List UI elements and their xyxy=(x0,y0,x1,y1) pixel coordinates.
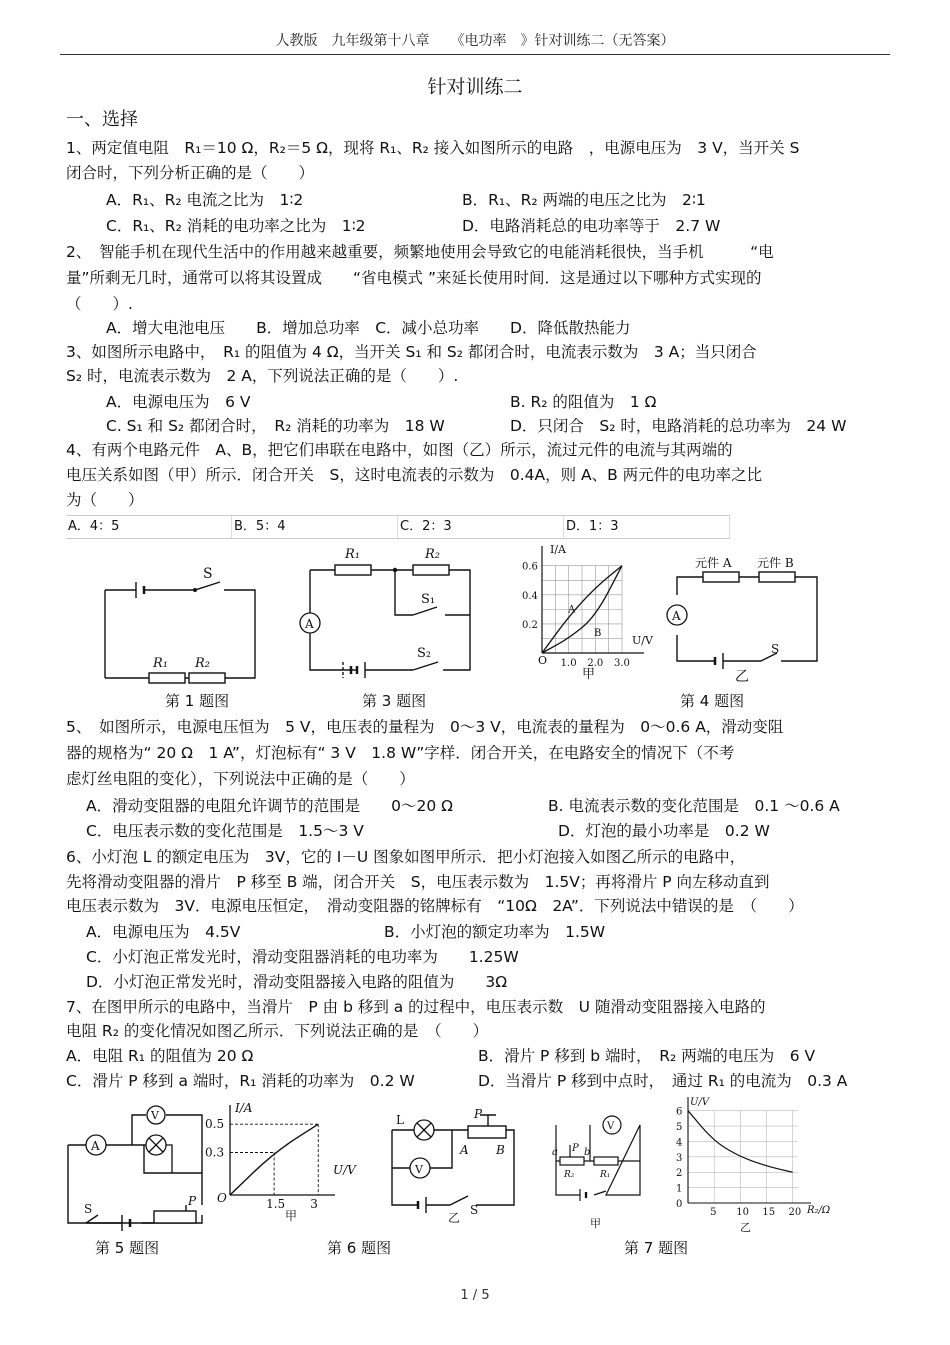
q1-option-a: A．R₁、R₂ 电流之比为 1∶2 xyxy=(106,191,304,209)
fig-yi-label: 乙 xyxy=(735,669,749,685)
figure-q3-circuit xyxy=(295,545,495,685)
figure-q7-u-r2-chart xyxy=(670,1095,840,1235)
caption-fig1: 第 1 题图 xyxy=(165,692,230,710)
caption-fig3: 第 3 题图 xyxy=(362,692,427,710)
r1-label: R₁ xyxy=(153,656,168,671)
caption-fig5: 第 5 题图 xyxy=(95,1239,160,1257)
figure-q5-circuit xyxy=(62,1105,212,1230)
q1-option-b: B．R₁、R₂ 两端的电压之比为 2∶1 xyxy=(462,191,706,209)
y-tick-label: 0.2 xyxy=(522,619,538,631)
q6-option-b: B．小灯泡的额定功率为 1.5W xyxy=(384,923,606,941)
x-tick-label: 1.5 xyxy=(266,1197,286,1211)
q5-option-c: C．电压表示数的变化范围是 1.5～3 V xyxy=(86,822,364,840)
ammeter-label: A xyxy=(91,1139,100,1153)
origin-label: O xyxy=(217,1191,227,1205)
s2-label: S₂ xyxy=(417,646,432,661)
q4-choice-c: C．2：3 xyxy=(398,516,564,538)
ammeter-label: A xyxy=(305,617,314,631)
voltmeter-label: V xyxy=(151,1109,159,1122)
y-axis-label: U/V xyxy=(690,1097,710,1108)
q6-text: 电压表示数为 3V．电源电压恒定， 滑动变阻器的铭牌标有 “10Ω 2A”．下列说法中错误的是 （ ） xyxy=(66,897,804,915)
y-tick-label: 0.6 xyxy=(522,561,538,573)
q1-text: 1、两定值电阻 R₁＝10 Ω，R₂＝5 Ω，现将 R₁、R₂ 接入如图所示的电路 ，电源电压为 3 V，当开关 S xyxy=(66,139,800,157)
x-axis-label: R₂/Ω xyxy=(807,1205,831,1216)
series-label-b: B xyxy=(594,627,602,639)
q5-option-b: B. 电流表示数的变化范围是 0.1 ～0.6 A xyxy=(548,797,840,815)
fig-yi-label: 乙 xyxy=(448,1211,461,1225)
q2-text: 2、 智能手机在现代生活中的作用越来越重要，频繁地使用会导致它的电能消耗很快，当手机 “电 xyxy=(66,243,774,261)
slider-p-label: P xyxy=(572,1143,579,1154)
q4-choice-b: B．5：4 xyxy=(232,516,398,538)
x-tick-label: 10 xyxy=(736,1207,750,1218)
q6-option-a: A．电源电压为 4.5V xyxy=(86,923,241,941)
series-label-a: A xyxy=(568,604,576,616)
r2-label: R₂ xyxy=(564,1170,575,1180)
y-tick-label: 0.3 xyxy=(205,1145,225,1160)
x-tick-label: 2.0 xyxy=(587,658,604,669)
fig-jia-label: 甲 xyxy=(285,1209,298,1223)
slider-p-label: P xyxy=(188,1194,197,1208)
y-tick-label: 4 xyxy=(676,1137,683,1149)
switch-s-label: S xyxy=(771,642,780,656)
y-axis-label: I/A xyxy=(235,1101,253,1115)
q5-text: 器的规格为“ 20 Ω 1 A”，灯泡标有“ 3 V 1.8 W”字样．闭合开关，在电路安全的情况下（不考 xyxy=(66,744,735,762)
q3-text: 3、如图所示电路中， R₁ 的阻值为 4 Ω，当开关 S₁ 和 S₂ 都闭合时，电流表示数为 3 A；当只闭合 xyxy=(66,343,757,361)
figure-q1-circuit xyxy=(100,565,260,685)
q6-option-d: D．小灯泡正常发光时，滑动变阻器接入电路的阻值为 3Ω xyxy=(86,973,508,991)
y-tick-label: 1 xyxy=(676,1183,683,1195)
x-tick-label: 1.0 xyxy=(560,658,577,669)
q3-option-b: B. R₂ 的阻值为 1 Ω xyxy=(510,393,657,411)
q5-option-a: A．滑动变阻器的电阻允许调节的范围是 0～20 Ω xyxy=(86,797,453,815)
q3-option-c: C. S₁ 和 S₂ 都闭合时， R₂ 消耗的功率为 18 W xyxy=(106,417,445,435)
section-title: 一、选择 xyxy=(66,109,138,130)
y-tick-label: 3 xyxy=(676,1152,683,1164)
voltmeter-label: V xyxy=(415,1163,423,1176)
end-a-label: a xyxy=(552,1147,558,1158)
q7-option-c: C．滑片 P 移到 a 端时，R₁ 消耗的功率为 0.2 W xyxy=(66,1072,415,1090)
end-a-label: A xyxy=(460,1143,469,1157)
q7-option-b: B．滑片 P 移到 b 端时， R₂ 两端的电压为 6 V xyxy=(478,1047,816,1065)
end-b-label: B xyxy=(496,1143,505,1157)
y-tick-label: 5 xyxy=(676,1122,683,1134)
caption-fig6: 第 6 题图 xyxy=(327,1239,392,1257)
caption-fig4: 第 4 题图 xyxy=(680,692,745,710)
x-axis-label: U/V xyxy=(333,1163,356,1177)
q2-text: 量”所剩无几时，通常可以将其设置成 “省电模式 ”来延长使用时间．这是通过以下哪种方式实现的 xyxy=(66,269,762,287)
q3-option-a: A．电源电压为 6 V xyxy=(106,393,251,411)
q2-options: A．增大电池电压 B．增加总功率 C．减小总功率 D．降低散热能力 xyxy=(106,319,631,337)
q5-text: 5、 如图所示，电源电压恒为 5 V，电压表的量程为 0～3 V，电流表的量程为 0～0.6 A，滑动变阻 xyxy=(66,718,784,736)
s1-label: S₁ xyxy=(421,592,436,607)
page-number: 1 / 5 xyxy=(460,1288,490,1303)
q4-choice-a: A．4：5 xyxy=(66,516,232,538)
y-tick-label: 2 xyxy=(676,1168,683,1180)
q4-text: 电压关系如图（甲）所示．闭合开关 S，这时电流表的示数为 0.4A，则 A、B 两元件的电功率之比 xyxy=(66,466,763,484)
x-tick-label: 5 xyxy=(710,1207,717,1218)
r2-label: R₂ xyxy=(195,656,210,671)
r1-label: R₁ xyxy=(600,1170,611,1180)
slider-p-label: P xyxy=(474,1107,483,1121)
x-tick-label: 20 xyxy=(788,1207,802,1218)
fig-jia-label: 甲 xyxy=(590,1217,601,1230)
lamp-l-label: L xyxy=(396,1113,404,1127)
q2-text: （ ）. xyxy=(66,295,133,313)
caption-fig7: 第 7 题图 xyxy=(624,1239,689,1257)
ammeter-label: A xyxy=(672,609,681,623)
q7-text: 7、在图甲所示的电路中，当滑片 P 由 b 移到 a 的过程中，电压表示数 U 随滑动变阻器接入电路的 xyxy=(66,998,766,1016)
q1-option-d: D．电路消耗总的电功率等于 2.7 W xyxy=(462,217,721,235)
voltmeter-label: V xyxy=(607,1121,615,1132)
q5-text: 虑灯丝电阻的变化），下列说法中正确的是（ ） xyxy=(66,770,415,788)
switch-s-label: S xyxy=(203,566,213,582)
r2-label: R₂ xyxy=(425,547,440,562)
y-tick-label: 0 xyxy=(676,1199,683,1210)
q6-text: 6、小灯泡 L 的额定电压为 3V，它的 I－U 图象如图甲所示．把小灯泡接入如图乙所示的电路中， xyxy=(66,848,746,866)
fig-yi-label: 乙 xyxy=(740,1221,751,1234)
y-tick-label: 0.5 xyxy=(205,1117,225,1132)
x-axis-label: U/V xyxy=(632,634,653,647)
x-tick-label: 15 xyxy=(762,1207,776,1218)
page-header: 人教版 九年级第十八章 《电功率 》针对训练二（无答案） xyxy=(275,33,675,49)
y-tick-label: 0.4 xyxy=(522,590,538,602)
q3-option-d: D．只闭合 S₂ 时，电路消耗的总功率为 24 W xyxy=(510,417,847,435)
origin-label: O xyxy=(538,654,548,667)
page-title: 针对训练二 xyxy=(427,76,523,98)
q1-text: 闭合时，下列分析正确的是（ ） xyxy=(66,164,315,182)
figure-q4-circuit xyxy=(665,556,825,685)
fig-jia-label: 甲 xyxy=(582,667,596,682)
y-tick-label: 6 xyxy=(676,1106,683,1118)
r1-label: R₁ xyxy=(345,547,360,562)
q1-option-c: C．R₁、R₂ 消耗的电功率之比为 1∶2 xyxy=(106,217,366,235)
y-axis-label: I/A xyxy=(550,543,566,556)
q5-option-d: D．灯泡的最小功率是 0.2 W xyxy=(558,822,770,840)
q6-option-c: C．小灯泡正常发光时，滑动变阻器消耗的电功率为 1.25W xyxy=(86,948,519,966)
element-b-label: 元件 B xyxy=(757,556,794,570)
figure-q6-iu-chart xyxy=(205,1100,355,1225)
switch-s-label: S xyxy=(84,1202,93,1216)
q4-text: 4、有两个电路元件 A、B，把它们串联在电路中，如图（乙）所示，流过元件的电流与其两端的 xyxy=(66,441,733,459)
figure-q6-circuit xyxy=(380,1107,520,1225)
end-b-label: b xyxy=(584,1147,591,1158)
x-tick-label: 3 xyxy=(310,1197,318,1211)
figure-q4-iu-chart xyxy=(520,540,660,690)
q7-option-d: D．当滑片 P 移到中点时， 通过 R₁ 的电流为 0.3 A xyxy=(478,1072,848,1090)
x-tick-label: 3.0 xyxy=(614,658,630,669)
element-a-label: 元件 A xyxy=(695,556,732,570)
q3-text: S₂ 时，电流表示数为 2 A，下列说法正确的是（ ）. xyxy=(66,367,459,385)
q6-text: 先将滑动变阻器的滑片 P 移至 B 端，闭合开关 S，电压表示数为 1.5V；再将滑片 P 向左移动直到 xyxy=(66,873,770,891)
switch-s-label: S xyxy=(470,1203,479,1217)
figure-q7-circuit xyxy=(550,1115,650,1230)
header-rule xyxy=(60,54,890,55)
q4-text: 为（ ） xyxy=(66,491,144,509)
q7-option-a: A．电阻 R₁ 的阻值为 20 Ω xyxy=(66,1047,254,1065)
q4-choices xyxy=(66,515,730,539)
q7-text: 电阻 R₂ 的变化情况如图乙所示．下列说法正确的是 （ ） xyxy=(66,1022,489,1040)
q4-choice-d: D．1：3 xyxy=(564,516,730,538)
